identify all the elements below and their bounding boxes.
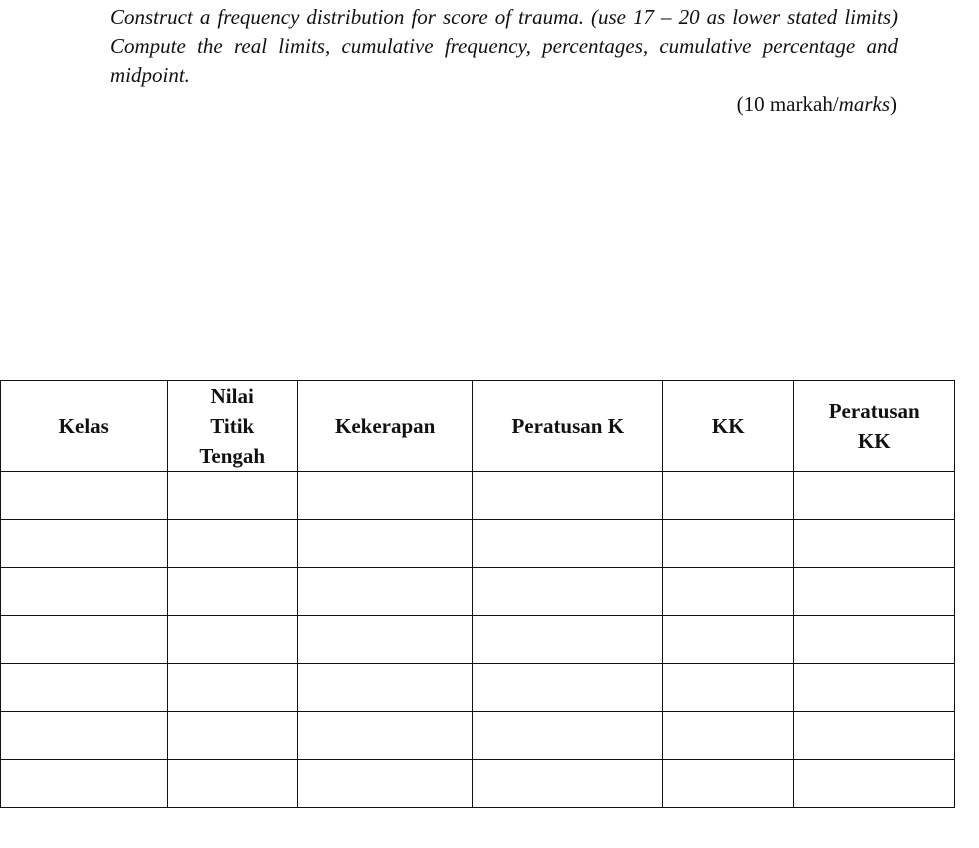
cell-kekerapan	[297, 760, 473, 808]
cell-kk	[663, 472, 794, 520]
marks-open: (	[736, 92, 744, 116]
cell-kekerapan	[297, 472, 473, 520]
cell-kk	[663, 520, 794, 568]
marks-value-label: 10 markah/	[743, 92, 839, 116]
header-kekerapan	[297, 381, 473, 472]
cell-kelas	[1, 664, 168, 712]
cell-kk	[663, 616, 794, 664]
header-peratusan-kk-line1: Peratusan	[828, 399, 920, 423]
cell-peratusan-kk	[794, 616, 955, 664]
cell-nilai-titik-tengah	[167, 712, 297, 760]
cell-kelas	[1, 760, 168, 808]
cell-kekerapan	[297, 664, 473, 712]
cell-peratusan-kk	[794, 520, 955, 568]
cell-peratusan-kk	[794, 760, 955, 808]
cell-nilai-titik-tengah	[167, 568, 297, 616]
cell-peratusan-k	[473, 616, 663, 664]
cell-kk	[663, 664, 794, 712]
header-nilai-line1: Nilai	[210, 384, 254, 408]
cell-peratusan-kk	[794, 664, 955, 712]
table-row	[1, 520, 955, 568]
marks-close: )	[890, 92, 897, 116]
header-kelas	[1, 381, 168, 472]
cell-kelas	[1, 712, 168, 760]
cell-kk	[663, 712, 794, 760]
table-row	[1, 568, 955, 616]
cell-peratusan-k	[473, 472, 663, 520]
header-nilai-line2: Titik	[210, 414, 255, 438]
header-peratusan-k-label: Peratusan K	[511, 414, 625, 438]
table-body	[1, 472, 955, 808]
cell-nilai-titik-tengah	[167, 616, 297, 664]
cell-nilai-titik-tengah	[167, 760, 297, 808]
cell-kk	[663, 760, 794, 808]
header-kekerapan-label: Kekerapan	[335, 414, 436, 438]
table-row	[1, 472, 955, 520]
cell-kekerapan	[297, 712, 473, 760]
cell-kk	[663, 568, 794, 616]
table-row	[1, 664, 955, 712]
cell-kelas	[1, 568, 168, 616]
cell-peratusan-k	[473, 712, 663, 760]
frequency-distribution-table	[0, 380, 955, 808]
header-kk-label: KK	[711, 414, 745, 438]
table-header-row	[1, 381, 955, 472]
cell-kelas	[1, 520, 168, 568]
question-text: Construct a frequency distribution for score of trauma. (use 17 – 20 as lower stated limits) Compute the real limits, cumulative frequency, percentages, cumulative percentage and midpoint.	[110, 5, 898, 87]
cell-peratusan-k	[473, 760, 663, 808]
header-peratusan-kk	[794, 381, 955, 472]
header-kelas-label: Kelas	[58, 414, 109, 438]
cell-kelas	[1, 616, 168, 664]
cell-peratusan-k	[473, 568, 663, 616]
cell-kelas	[1, 472, 168, 520]
cell-kekerapan	[297, 520, 473, 568]
table-row	[1, 760, 955, 808]
header-peratusan-kk-line2: KK	[857, 429, 891, 453]
cell-peratusan-kk	[794, 472, 955, 520]
header-peratusan-k	[473, 381, 663, 472]
cell-nilai-titik-tengah	[167, 520, 297, 568]
table-row	[1, 712, 955, 760]
header-nilai-titik-tengah	[167, 381, 297, 472]
marks-allocation	[737, 90, 897, 118]
cell-kekerapan	[297, 616, 473, 664]
cell-peratusan-kk	[794, 712, 955, 760]
cell-nilai-titik-tengah	[167, 664, 297, 712]
cell-peratusan-k	[473, 664, 663, 712]
cell-peratusan-k	[473, 520, 663, 568]
header-nilai-line3: Tengah	[199, 444, 266, 468]
header-kk	[663, 381, 794, 472]
table-row	[1, 616, 955, 664]
cell-kekerapan	[297, 568, 473, 616]
marks-english-label: marks	[838, 92, 890, 116]
cell-nilai-titik-tengah	[167, 472, 297, 520]
cell-peratusan-kk	[794, 568, 955, 616]
